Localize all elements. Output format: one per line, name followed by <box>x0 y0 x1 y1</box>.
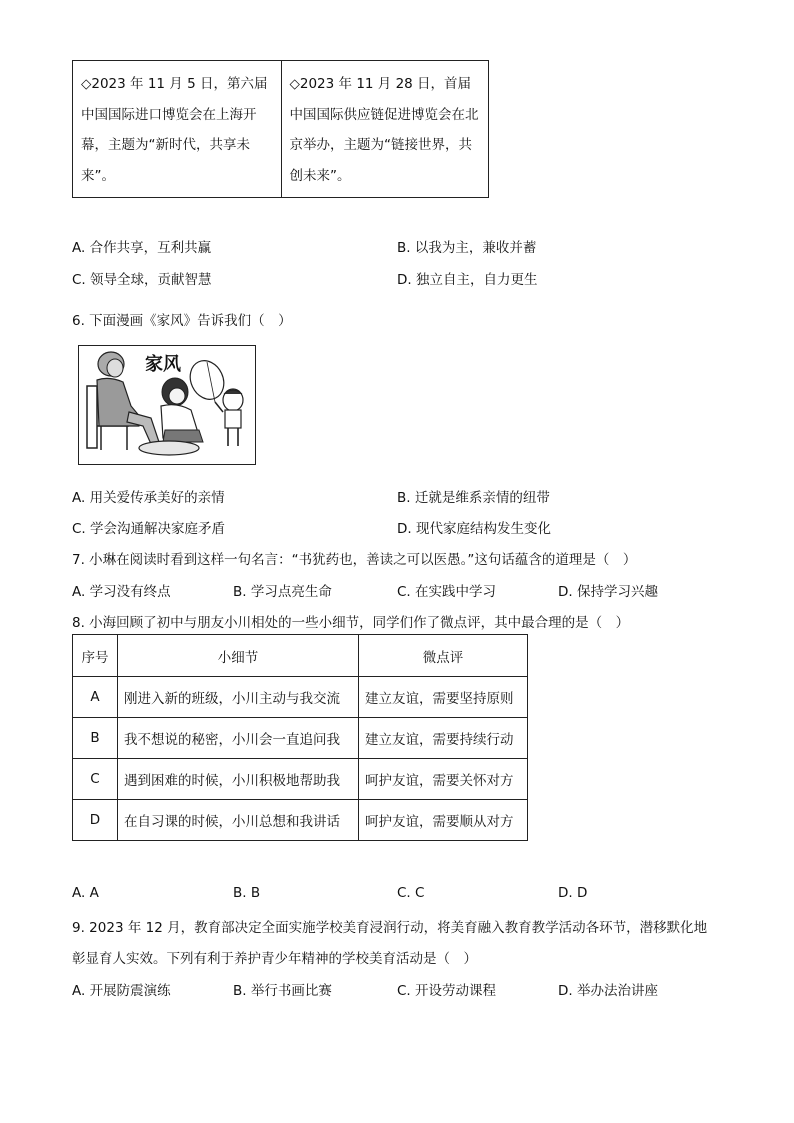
row-comment: 建立友谊，需要坚持原则 <box>359 677 528 718</box>
q9-option-d[interactable]: D. 举办法治讲座 <box>558 983 658 999</box>
q8-option-c[interactable]: C. C <box>397 885 425 901</box>
row-label: D <box>73 800 118 841</box>
q7-option-b[interactable]: B. 学习点亮生命 <box>233 584 332 600</box>
table-row <box>73 677 528 718</box>
q6-option-a[interactable]: A. 用关爱传承美好的亲情 <box>72 490 225 506</box>
cartoon-drawing <box>79 346 255 464</box>
row-detail: 遇到困难的时候，小川积极地帮助我 <box>118 759 359 800</box>
q9-stem-line1: 9. 2023 年 12 月，教育部决定全面实施学校美育浸润行动，将美育融入教育教学活动各环节，潜移默化地 <box>72 920 708 936</box>
q9-option-c[interactable]: C. 开设劳动课程 <box>397 983 497 999</box>
q7-option-a[interactable]: A. 学习没有终点 <box>72 584 171 600</box>
material-box-left: ◇2023 年 11 月 5 日，第六届中国国际进口博览会在上海开幕，主题为“新时代，共享未来”。 <box>81 76 268 184</box>
q5-option-d[interactable]: D. 独立自主，自力更生 <box>397 272 538 288</box>
cartoon-title: 家风 <box>145 354 181 375</box>
friendship-detail-table <box>72 634 528 841</box>
q6-stem: 6. 下面漫画《家风》告诉我们（ ） <box>72 313 292 329</box>
q7-option-d[interactable]: D. 保持学习兴趣 <box>558 584 658 600</box>
row-detail: 我不想说的秘密，小川会一直追问我 <box>118 718 359 759</box>
q7-stem: 7. 小琳在阅读时看到这样一句名言：“书犹药也，善读之可以医愚。”这句话蕴含的道理是（ ） <box>72 552 637 568</box>
material-boxes <box>72 60 489 198</box>
row-label: C <box>73 759 118 800</box>
q6-option-d[interactable]: D. 现代家庭结构发生变化 <box>397 521 551 537</box>
material-box-right: ◇2023 年 11 月 28 日，首届中国国际供应链促进博览会在北京举办，主题为“链接世界，共创未来”。 <box>281 61 489 197</box>
header-number: 序号 <box>73 635 118 677</box>
q7-option-c[interactable]: C. 在实践中学习 <box>397 584 497 600</box>
header-comment: 微点评 <box>359 635 528 677</box>
q8-option-d[interactable]: D. D <box>558 885 588 901</box>
q8-stem: 8. 小海回顾了初中与朋友小川相处的一些小细节，同学们作了微点评，其中最合理的是（ ） <box>72 615 630 631</box>
table-header-row <box>73 635 528 677</box>
row-comment: 建立友谊，需要持续行动 <box>359 718 528 759</box>
q6-option-b[interactable]: B. 迁就是维系亲情的纽带 <box>397 490 550 506</box>
q6-option-c[interactable]: C. 学会沟通解决家庭矛盾 <box>72 521 226 537</box>
row-label: B <box>73 718 118 759</box>
row-comment: 呵护友谊，需要顺从对方 <box>359 800 528 841</box>
row-comment: 呵护友谊，需要关怀对方 <box>359 759 528 800</box>
q9-stem-line2: 彰显育人实效。下列有利于养护青少年精神的学校美育活动是（ ） <box>72 951 477 967</box>
row-detail: 在自习课的时候，小川总想和我讲话 <box>118 800 359 841</box>
table-row <box>73 718 528 759</box>
table-row <box>73 759 528 800</box>
q8-option-b[interactable]: B. B <box>233 885 261 901</box>
q8-option-a[interactable]: A. A <box>72 885 99 901</box>
family-style-cartoon <box>78 345 256 465</box>
q5-option-a[interactable]: A. 合作共享，互利共赢 <box>72 240 212 256</box>
q5-option-b[interactable]: B. 以我为主，兼收并蓄 <box>397 240 537 256</box>
row-label: A <box>73 677 118 718</box>
q9-option-b[interactable]: B. 举行书画比赛 <box>233 983 332 999</box>
header-detail: 小细节 <box>118 635 359 677</box>
q9-option-a[interactable]: A. 开展防震演练 <box>72 983 171 999</box>
table-row <box>73 800 528 841</box>
q5-option-c[interactable]: C. 领导全球，贡献智慧 <box>72 272 212 288</box>
row-detail: 刚进入新的班级，小川主动与我交流 <box>118 677 359 718</box>
